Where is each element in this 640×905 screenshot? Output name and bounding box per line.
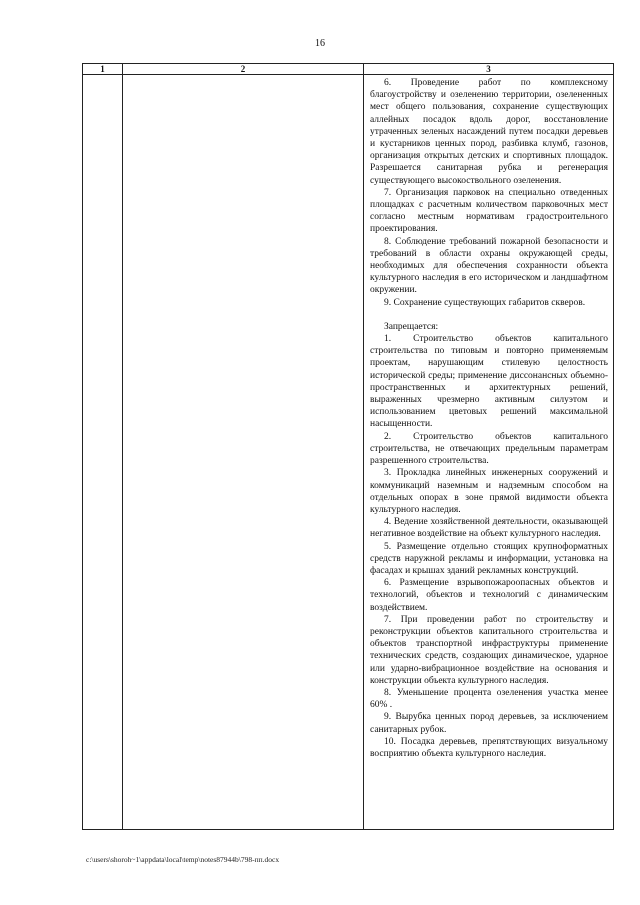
paragraph-b: 3. Прокладка линейных инженерных сооружений и коммуникаций наземным и надземным способом на отдельных опорах в зоне прямой видимости объекта культурного наследия. (370, 468, 608, 515)
column-3-cell (364, 75, 614, 830)
paragraph-b: 9. Вырубка ценных пород деревьев, за исключением санитарных рубок. (370, 712, 608, 735)
paragraph-b: 10. Посадка деревьев, препятствующих визуальному восприятию объекта культурного наследия. (370, 736, 608, 759)
paragraph-b: 2. Строительство объектов капитального строительства, не отвечающих предельным параметрам разрешенного строительства. (370, 431, 608, 467)
footer-file-path: c:\users\shoroh~1\appdata\local\temp\notes87944b\798-пп.docx (86, 855, 280, 864)
paragraph-b: 1. Строительство объектов капитального строительства по типовым и повторно применяемым проектам, нарушающим стилевую целостность исторической среды; применение диссонансных объемно-пространственных и архитектурных решений, выраженных чрезмерно активным силуэтом и использованием цветовых решений максимальной насыщенности. (370, 334, 608, 430)
paragraph-a: 6. Проведение работ по комплексному благоустройству и озеленению территории, озелененных мест общего пользования, сохранение существующих аллейных посадок вдоль дорог, восстановление утраченных зеленых насаждений путем посадки деревьев и кустарников ценных пород, разбивка клумб, газонов, организация открытых детских и спортивных площадок. Разрешается санитарная рубка и регенерация существующего высокоствольного озеленения. (370, 78, 608, 186)
paragraph-a: 8. Соблюдение требований пожарной безопасности и требований в области охраны окружающей среды, необходимых для обеспечения сохранности объекта культурного наследия в его историческом и ландшафтном окружении. (370, 236, 608, 296)
table-body-row (83, 75, 614, 830)
column-2-cell (123, 75, 364, 830)
paragraph-b: 7. При проведении работ по строительству и реконструкции объектов капитального строительства и объектов транспортной инфраструктуры применение технических средств, создающих динамическое, ударное или ударно-вибрационное воздействие на основания и конструкции объекта культурного наследия. (370, 614, 608, 686)
paragraph-b: 8. Уменьшение процента озеленения участка менее 60% . (370, 687, 608, 711)
spacer (370, 309, 608, 321)
paragraph-b: 4. Ведение хозяйственной деятельности, оказывающей негативное воздействие на объект культурного наследия. (370, 517, 608, 540)
column-header-2: 2 (123, 64, 364, 75)
paragraph-a: 9. Сохранение существующих габаритов скверов. (384, 297, 586, 308)
paragraph-b: 5. Размещение отдельно стоящих крупноформатных средств наружной рекламы и информации, установка на фасадах и крышах зданий рекламных конструкций. (370, 541, 608, 576)
table-header-row (83, 64, 614, 75)
column-header-3: 3 (364, 64, 614, 75)
column-3-content (364, 75, 613, 760)
regulations-table (82, 63, 614, 830)
prohibited-heading: Запрещается: (384, 321, 439, 332)
page-number: 16 (315, 38, 325, 49)
column-1-cell (83, 75, 123, 830)
paragraph-a: 7. Организация парковок на специально отведенных площадках с расчетным количеством парковочных мест согласно местным нормативам градостроительного проектирования. (370, 187, 608, 235)
paragraph-b: 6. Размещение взрывопожароопасных объектов и технологий, объектов и технологий с динамическим воздействием. (370, 578, 608, 613)
column-header-1: 1 (83, 64, 123, 75)
